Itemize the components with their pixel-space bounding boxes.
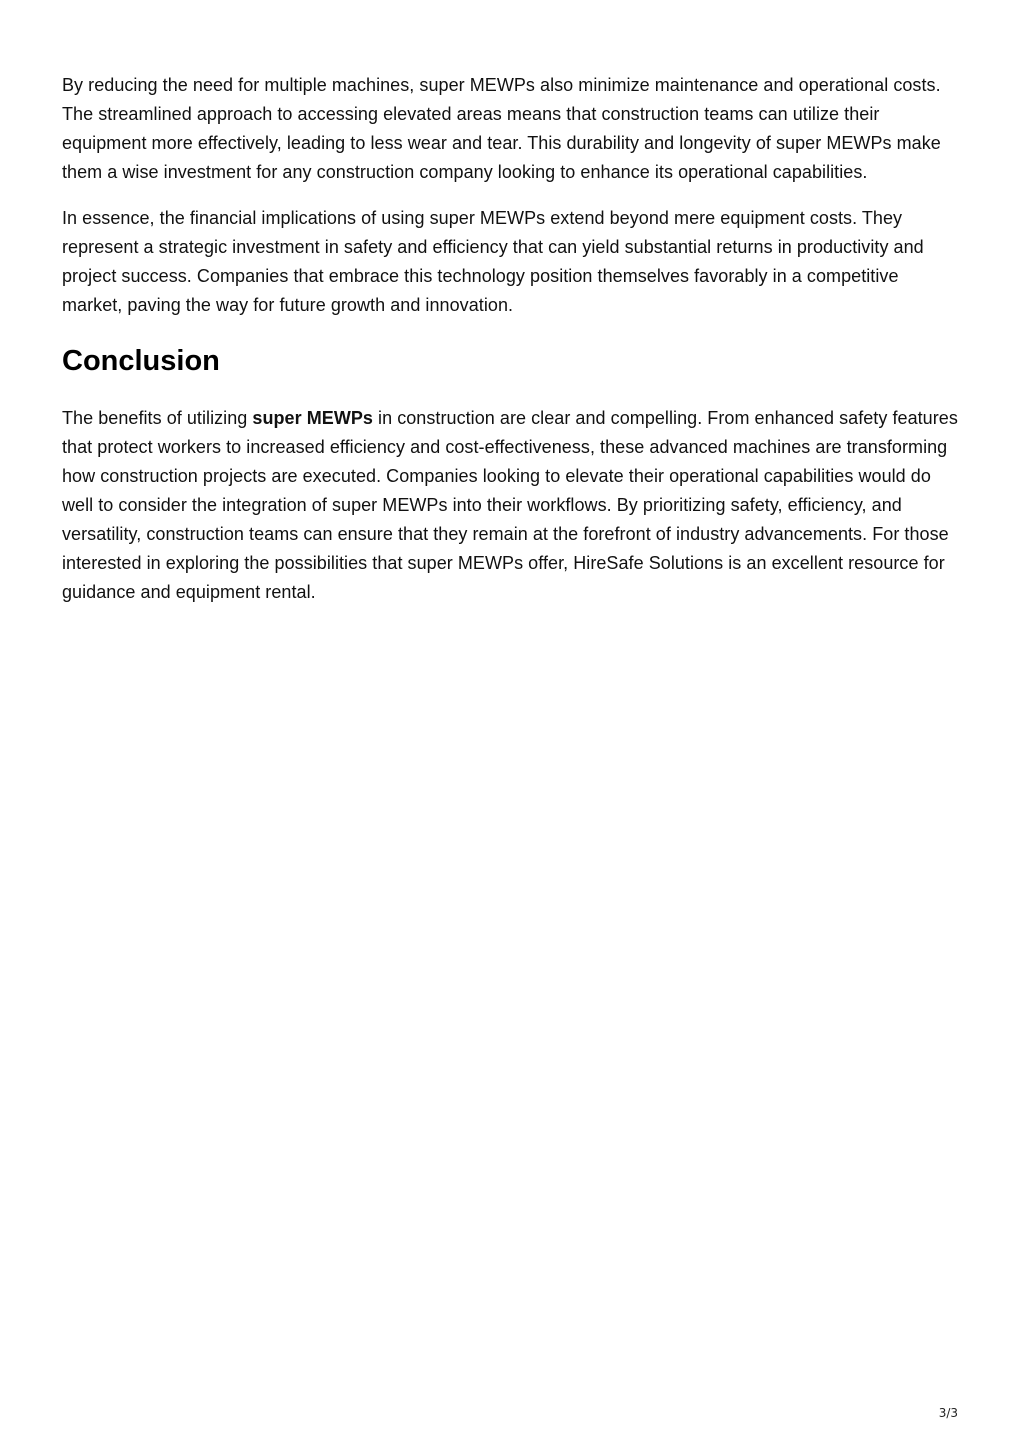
- paragraph-conclusion-text-start: The benefits of utilizing: [62, 408, 253, 428]
- paragraph-conclusion-text-end: in construction are clear and compelling. From enhanced safety features that protect workers to increased efficiency and cost-effectiveness, these advanced machines are transforming how construction projects are executed. Companies looking to elevate their operational capabilities would do well to consider the integration of super MEWPs into their workflows. By prioritizing safety, efficiency, and versatility, construction teams can ensure that they remain at the forefront of industry advancements. For those interested in exploring the possibilities that super MEWPs offer, HireSafe Solutions is an excellent resource for guidance and equipment rental.: [62, 408, 958, 602]
- section-heading-conclusion: Conclusion: [62, 345, 220, 377]
- page-number: 3/3: [938, 1406, 958, 1420]
- bold-term-super-mewps: super MEWPs: [252, 408, 373, 428]
- document-body: [62, 71, 962, 624]
- paragraph-maintenance-costs: By reducing the need for multiple machines, super MEWPs also minimize maintenance and operational costs. The streamlined approach to accessing elevated areas means that construction teams can utilize their equipment more effectively, leading to less wear and tear. This durability and longevity of super MEWPs make them a wise investment for any construction company looking to enhance its operational capabilities.: [62, 75, 941, 182]
- paragraph-financial-implications: In essence, the financial implications of using super MEWPs extend beyond mere equipment costs. They represent a strategic investment in safety and efficiency that can yield substantial returns in productivity and project success. Companies that embrace this technology position themselves favorably in a competitive market, paving the way for future growth and innovation.: [62, 208, 924, 315]
- paragraph-conclusion: [62, 404, 962, 607]
